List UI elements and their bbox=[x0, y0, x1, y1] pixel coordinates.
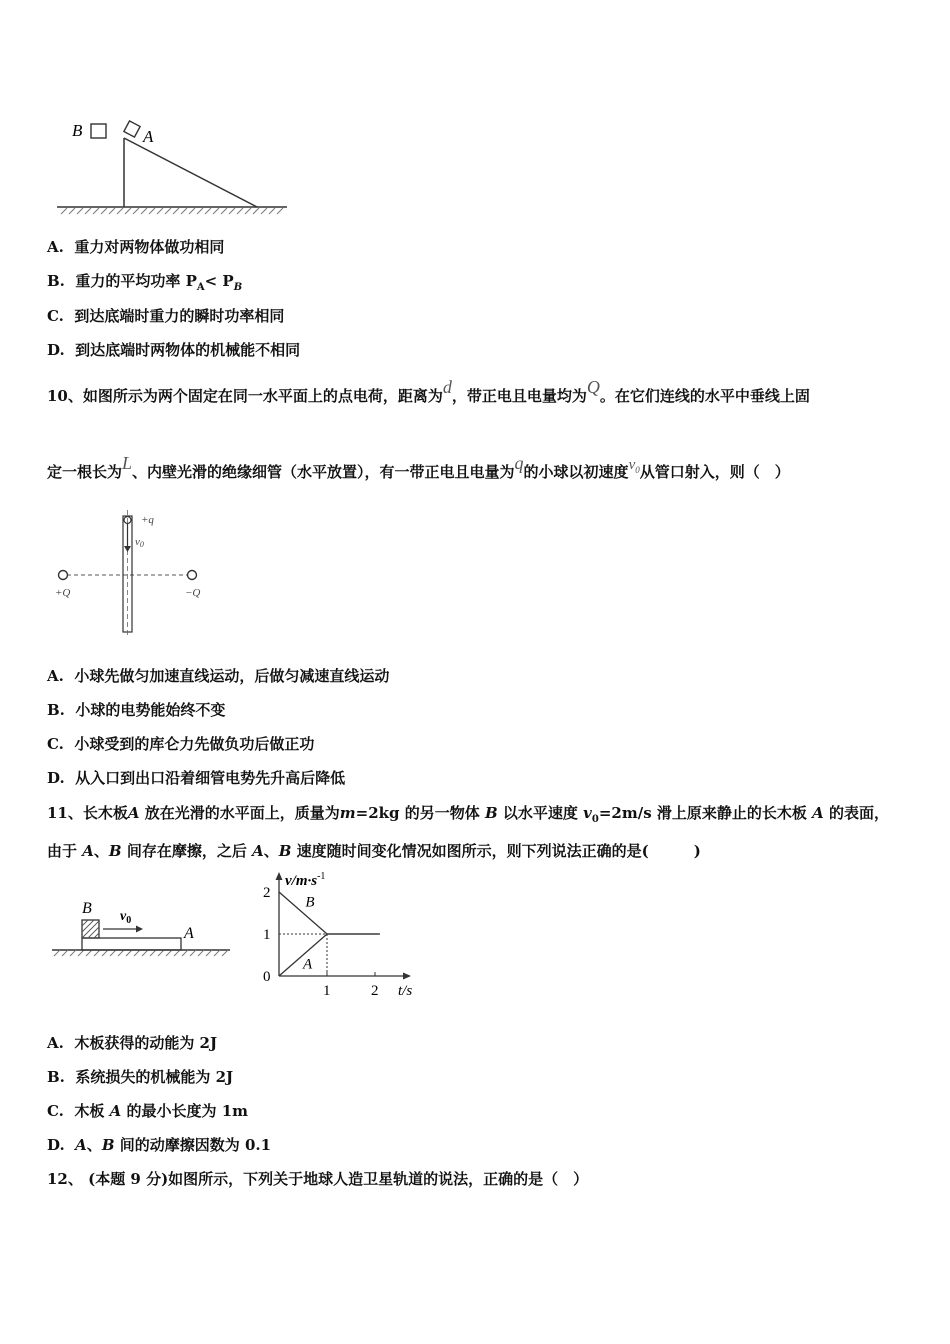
x-tick-label-1: 1 bbox=[323, 983, 331, 999]
q10-option-c: C. 小球受到的库仑力先做负功后做正功 bbox=[47, 735, 315, 753]
series-label-A: A bbox=[303, 956, 313, 973]
q10-option-a: A. 小球先做匀加速直线运动，后做匀减速直线运动 bbox=[47, 667, 390, 685]
label-left-charge: +Q bbox=[55, 587, 71, 599]
label-v0: $v_0$ bbox=[120, 909, 132, 926]
x-tick-label-2: 2 bbox=[371, 983, 379, 999]
q11-option-d: D. A、B 间的动摩擦因数为 0.1 bbox=[47, 1136, 272, 1154]
block-b bbox=[91, 124, 106, 138]
x-axis-label: t/s bbox=[398, 983, 413, 999]
board-a bbox=[82, 938, 181, 950]
left-charge bbox=[59, 571, 68, 580]
velocity-time-chart bbox=[255, 868, 430, 1003]
q10-stem-line2: 定一根长为L、内壁光滑的绝缘细管（水平放置），有一带正电且电量为q的小球以初速度$v_0$从管口射入，则（ ） bbox=[47, 453, 790, 481]
right-charge bbox=[188, 571, 197, 580]
q9-option-b: B. 重力的平均功率 $P_A< P_B$ bbox=[47, 272, 243, 293]
q9-option-d: D. 到达底端时两物体的机械能不相同 bbox=[47, 341, 301, 359]
y-tick-label-0: 0 bbox=[263, 969, 271, 985]
q11-option-a: A. 木板获得的动能为 2J bbox=[47, 1034, 218, 1052]
label-a: A bbox=[143, 127, 154, 146]
incline-slope bbox=[124, 138, 257, 207]
y-tick-label-1: 1 bbox=[263, 927, 271, 943]
series-line-B bbox=[279, 892, 380, 934]
series-label-B: B bbox=[305, 894, 315, 911]
y-tick-label-2: 2 bbox=[263, 885, 271, 901]
label-plus-q: +q bbox=[141, 514, 154, 526]
label-b: B bbox=[72, 121, 83, 140]
q10-stem-line1: 10、如图所示为两个固定在同一水平面上的点电荷，距离为d，带正电且电量均为Q。在它们连线的水平中垂线上固 bbox=[47, 377, 810, 405]
q9-option-a: A. 重力对两物体做功相同 bbox=[47, 238, 225, 256]
q11-option-b: B. 系统损失的机械能为 2J bbox=[47, 1068, 234, 1086]
q10-option-b: B. 小球的电势能始终不变 bbox=[47, 701, 226, 719]
block-a bbox=[124, 121, 140, 137]
series-line-A bbox=[279, 934, 380, 976]
incline-figure bbox=[55, 118, 295, 218]
q10-option-d: D. 从入口到出口沿着细管电势先升高后降低 bbox=[47, 769, 346, 787]
q11-option-c: C. 木板 A 的最小长度为 1m bbox=[47, 1102, 249, 1120]
tube-figure bbox=[55, 510, 225, 640]
label-v0: v0 bbox=[135, 536, 144, 549]
q11-stem-line1: 11、长木板A 放在光滑的水平面上，质量为m=2kg 的另一物体 B 以水平速度 $v_0=2m/s$ 滑上原来静止的长木板 A 的表面， bbox=[47, 804, 890, 825]
y-axis-label: $v/m\cdot s^{-1}$ bbox=[285, 871, 326, 889]
label-right-charge: −Q bbox=[185, 587, 201, 599]
q9-option-c: C. 到达底端时重力的瞬时功率相同 bbox=[47, 307, 285, 325]
block-board-figure bbox=[50, 895, 240, 965]
label-block-b: B bbox=[82, 900, 92, 917]
label-board-a: A bbox=[184, 925, 194, 942]
q11-stem-line2: 由于 A、B 间存在摩擦，之后 A、B 速度随时间变化情况如图所示，则下列说法正确的是( ) bbox=[47, 842, 701, 860]
y-axis-arrow bbox=[276, 872, 283, 880]
x-axis-arrow bbox=[403, 973, 411, 980]
q12-stem: 12、 (本题 9 分)如图所示，下列关于地球人造卫星轨道的说法，正确的是（ ） bbox=[47, 1170, 589, 1188]
